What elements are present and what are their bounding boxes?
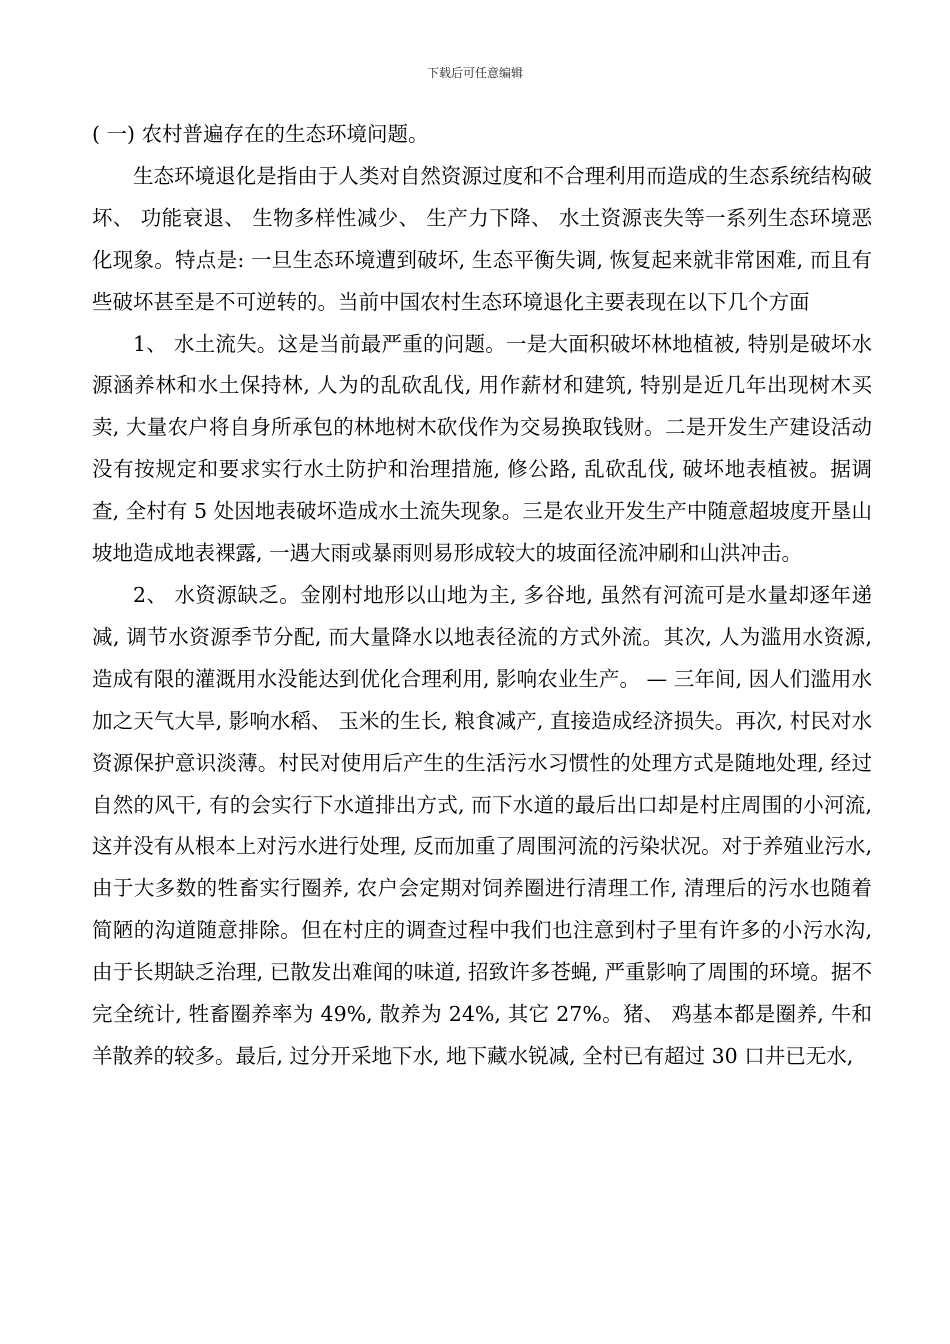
page-header: 下载后可任意编辑 xyxy=(426,66,523,80)
paragraph-water-shortage: 2、 水资源缺乏。金刚村地形以山地为主, 多谷地, 虽然有河流可是水量却逐年递减, 调节水资源季节分配, 而大量降水以地表径流的方式外流。其次, 人为滥用水资源, 造成有限的灌溉用水没能达到优化合理利用, 影响农业生产。 — 三年间, 因人们滥用水加之天气大旱, 影响水稻、 玉米的生长, 粮食减产, 直接造成经济损失。再次, 村民对水资源保护意识淡薄。村民对使用后产生的生活污水习惯性的处理方式是随地处理, 经过自然的风干, 有的会实行下水道排出方式, 而下水道的最后出口却是村庄周围的小河流, 这并没有从根本上对污水进行处理, 反而加重了周围河流的污染状况。对于养殖业污水, 由于大多数的牲畜实行圈养, 农户会定期对饲养圈进行清理工作, 清理后的污水也随着简陋的沟道随意排除。但在村庄的调查过程中我们也注意到村子里有许多的小污水沟, 由于长期缺乏治理, 已散发出难闻的味道, 招致许多苍蝇, 严重影响了周围的环境。据不完全统计, 牲畜圈养率为 49%, 散养为 24%, 其它 27%。猪、 鸡基本都是圈养, 牛和羊散养的较多。最后, 过分开采地下水, 地下藏水锐减, 全村已有超过 30 口井已无水, xyxy=(92,582,872,1068)
paragraph-intro: 生态环境退化是指由于人类对自然资源过度和不合理利用而造成的生态系统结构破坏、 功能衰退、 生物多样性减少、 生产力下降、 水土资源丧失等一系列生态环境恶化现象。特点是: 一旦生态环境遭到破坏, 生态平衡失调, 恢复起来就非常困难, 而且有些破坏甚至是不可逆转的。当前中国农村生态环境退化主要表现在以下几个方面 xyxy=(92,163,872,314)
section-heading: ( 一) 农村普遍存在的生态环境问题。 xyxy=(92,122,429,146)
paragraph-soil-erosion: 1、 水土流失。这是当前最严重的问题。一是大面积破坏林地植被, 特别是破坏水源涵养林和水土保持林, 人为的乱砍乱伐, 用作薪材和建筑, 特别是近几年出现树木买卖, 大量农户将自身所承包的林地树木砍伐作为交易换取钱财。二是开发生产建设活动没有按规定和要求实行水土防护和治理措施, 修公路, 乱砍乱伐, 破坏地表植被。据调查, 全村有 5 处因地表破坏造成水土流失现象。三是农业开发生产中随意超坡度开垦山坡地造成地表裸露, 一遇大雨或暴雨则易形成较大的坡面径流冲刷和山洪冲击。 xyxy=(92,331,872,566)
document-body xyxy=(92,114,872,1078)
